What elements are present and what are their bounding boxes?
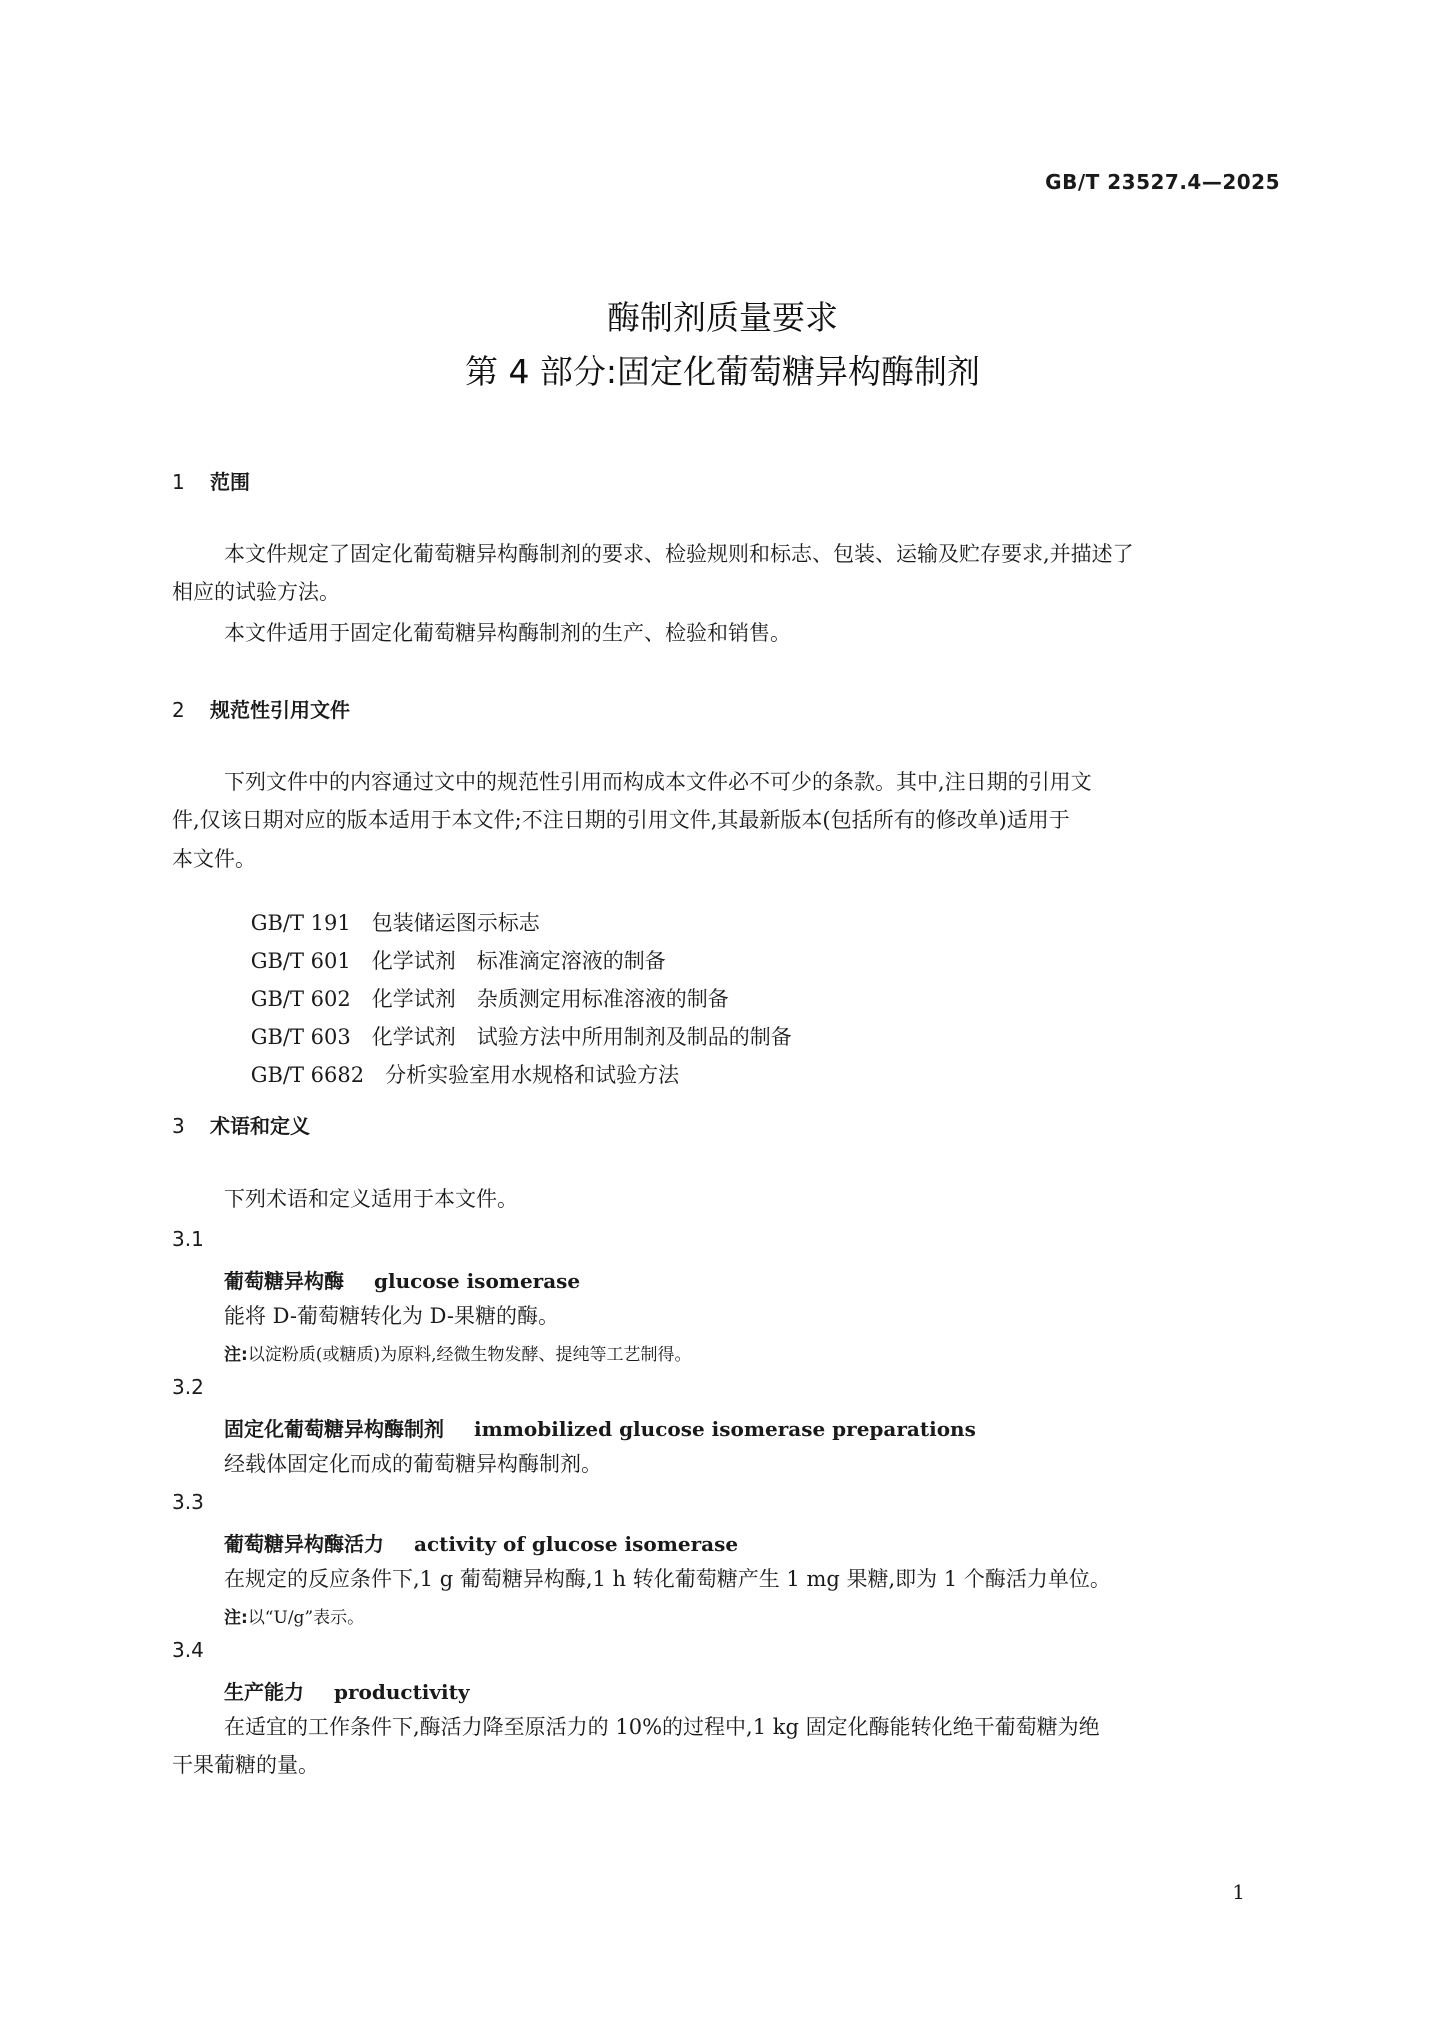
term-definition: 能将 D-葡萄糖转化为 D-果糖的酶。 — [224, 1304, 559, 1328]
section-title: 规范性引用文件 — [210, 698, 350, 722]
term-definition: 经载体固定化而成的葡萄糖异构酶制剂。 — [224, 1452, 602, 1476]
section-3-heading — [172, 1110, 310, 1139]
term-note — [224, 1340, 691, 1365]
term-note — [224, 1603, 364, 1628]
note-label: 注: — [224, 1608, 248, 1628]
term-english: activity of glucose isomerase — [414, 1532, 739, 1556]
section-number: 3 — [172, 1114, 185, 1138]
note-label: 注: — [224, 1345, 248, 1365]
term-number: 3.3 — [172, 1490, 204, 1514]
reference-code: GB/T 191 — [250, 911, 351, 935]
term-chinese: 生产能力 — [224, 1680, 304, 1704]
section-2-heading — [172, 694, 350, 723]
document-title-line2: 第 4 部分:固定化葡萄糖异构酶制剂 — [464, 352, 981, 391]
section-1-para1-line2: 相应的试验方法。 — [172, 580, 340, 604]
document-number: GB/T 23527.4—2025 — [1045, 170, 1280, 194]
reference-title: 化学试剂 杂质测定用标准溶液的制备 — [371, 987, 729, 1011]
term-chinese: 固定化葡萄糖异构酶制剂 — [224, 1417, 444, 1441]
term-entry — [224, 1265, 580, 1294]
note-text: 以“U/g”表示。 — [247, 1608, 365, 1628]
term-number: 3.2 — [172, 1375, 204, 1399]
document-title-line1: 酶制剂质量要求 — [607, 298, 838, 337]
reference-code: GB/T 602 — [250, 987, 351, 1011]
reference-code: GB/T 603 — [250, 1025, 351, 1049]
term-definition-line2: 干果葡糖的量。 — [172, 1753, 319, 1777]
section-2-para-line3: 本文件。 — [172, 847, 256, 871]
reference-item — [224, 1035, 679, 1113]
term-definition: 在规定的反应条件下,1 g 葡萄糖异构酶,1 h 转化葡萄糖产生 1 mg 果糖,即为 1 个酶活力单位。 — [224, 1567, 1111, 1591]
term-entry — [224, 1413, 976, 1442]
reference-code: GB/T 601 — [250, 949, 351, 973]
reference-title: 分析实验室用水规格和试验方法 — [385, 1063, 680, 1087]
term-english: productivity — [334, 1680, 470, 1704]
section-title: 术语和定义 — [210, 1114, 310, 1138]
term-chinese: 葡萄糖异构酶 — [224, 1269, 344, 1293]
section-1-para1-line1: 本文件规定了固定化葡萄糖异构酶制剂的要求、检验规则和标志、包装、运输及贮存要求,并描述了 — [224, 542, 1134, 566]
reference-title: 化学试剂 试验方法中所用制剂及制品的制备 — [371, 1025, 792, 1049]
term-entry — [224, 1528, 738, 1557]
reference-title: 包装储运图示标志 — [371, 911, 540, 935]
term-definition-line1: 在适宜的工作条件下,酶活力降至原活力的 10%的过程中,1 kg 固定化酶能转化绝干葡萄糖为绝 — [224, 1715, 1100, 1739]
section-number: 2 — [172, 698, 185, 722]
term-entry — [224, 1676, 469, 1705]
page-number: 1 — [1232, 1880, 1245, 1904]
section-title: 范围 — [210, 470, 250, 494]
reference-code: GB/T 6682 — [250, 1063, 365, 1087]
section-2-para-line2: 件,仅该日期对应的版本适用于本文件;不注日期的引用文件,其最新版本(包括所有的修改单)适用于 — [172, 808, 1070, 832]
term-number: 3.4 — [172, 1638, 204, 1662]
section-number: 1 — [172, 470, 185, 494]
term-english: glucose isomerase — [374, 1269, 581, 1293]
term-number: 3.1 — [172, 1227, 204, 1251]
section-2-para-line1: 下列文件中的内容通过文中的规范性引用而构成本文件必不可少的条款。其中,注日期的引用文 — [224, 770, 1092, 794]
section-3-intro: 下列术语和定义适用于本文件。 — [224, 1187, 518, 1211]
reference-title: 化学试剂 标准滴定溶液的制备 — [371, 949, 666, 973]
note-text: 以淀粉质(或糖质)为原料,经微生物发酵、提纯等工艺制得。 — [247, 1345, 692, 1365]
section-1-para2: 本文件适用于固定化葡萄糖异构酶制剂的生产、检验和销售。 — [224, 621, 791, 645]
section-1-heading — [172, 466, 250, 495]
term-english: immobilized glucose isomerase preparations — [474, 1417, 976, 1441]
term-chinese: 葡萄糖异构酶活力 — [224, 1532, 384, 1556]
